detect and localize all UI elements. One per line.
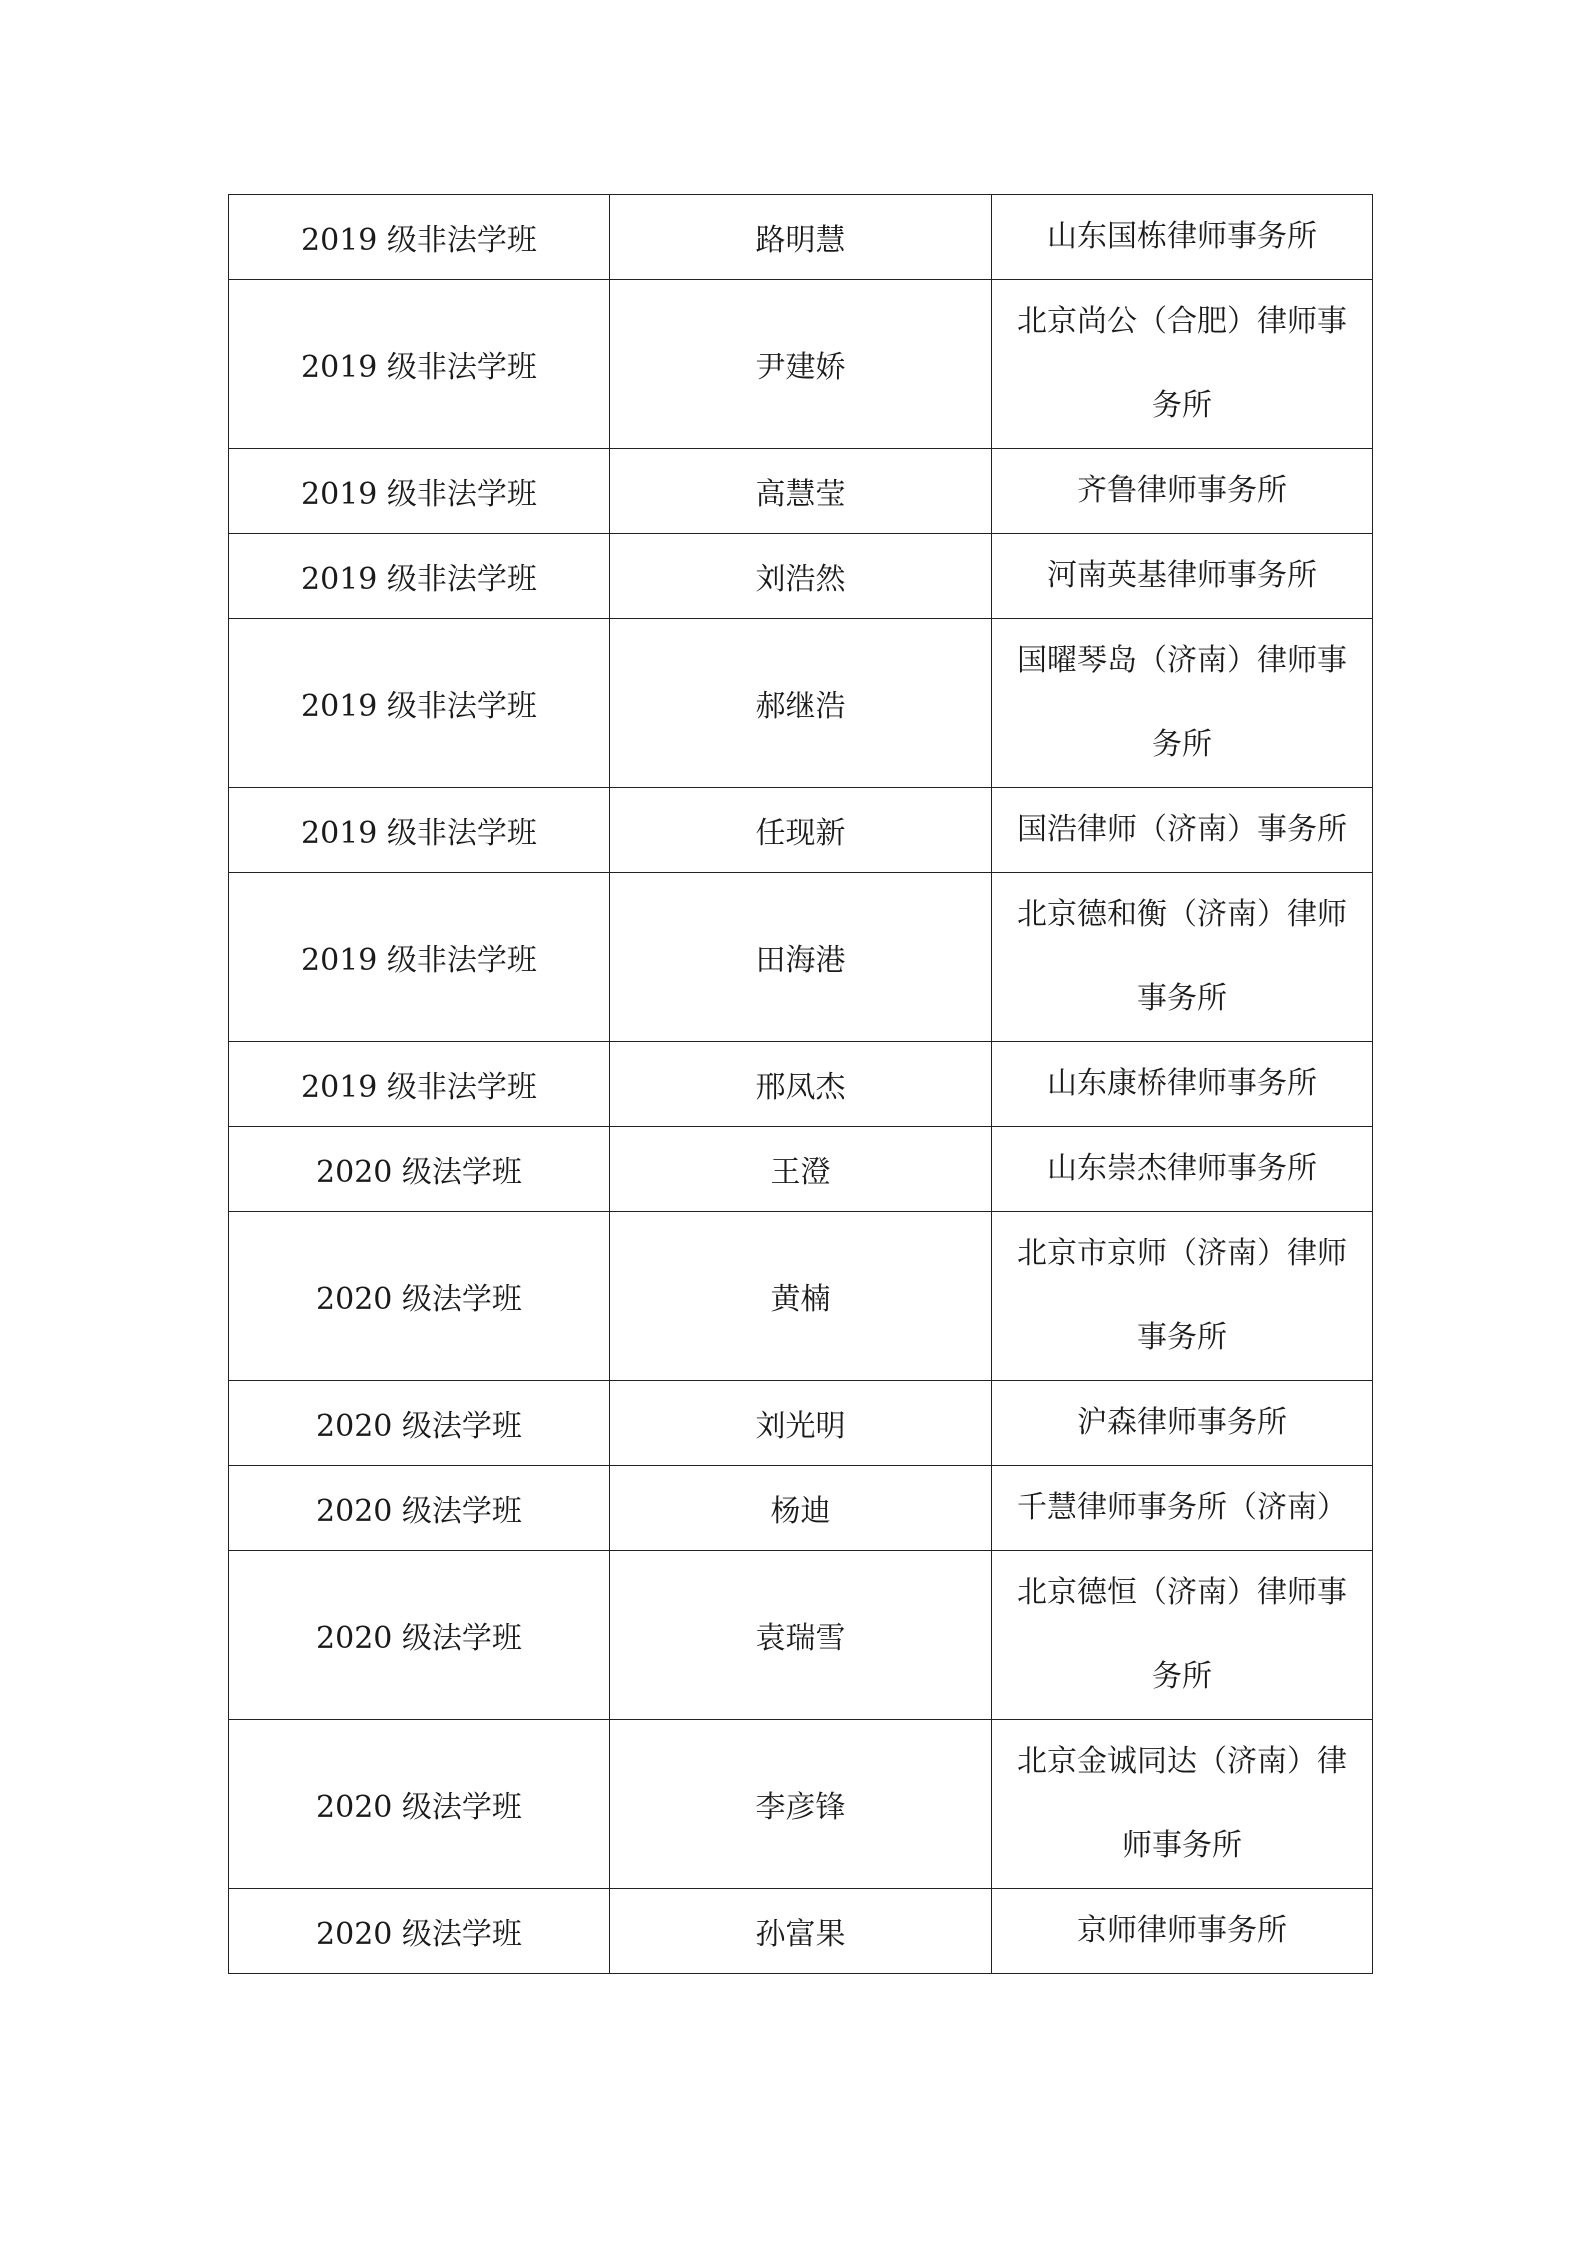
roster-table xyxy=(228,194,1373,1974)
law-firm-cell: 山东康桥律师事务所 xyxy=(992,1042,1373,1127)
name-cell: 田海港 xyxy=(610,873,992,1042)
class-cell: 2020 级法学班 xyxy=(229,1889,610,1974)
law-firm-cell: 齐鲁律师事务所 xyxy=(992,449,1373,534)
name-cell: 杨迪 xyxy=(610,1466,992,1551)
table-row xyxy=(229,1042,1373,1127)
law-firm-cell: 北京市京师（济南）律师事务所 xyxy=(992,1212,1373,1381)
law-firm-cell: 北京尚公（合肥）律师事务所 xyxy=(992,280,1373,449)
table-row xyxy=(229,788,1373,873)
law-firm-cell: 沪森律师事务所 xyxy=(992,1381,1373,1466)
law-firm-cell: 山东国栋律师事务所 xyxy=(992,195,1373,280)
table-row xyxy=(229,1551,1373,1720)
name-cell: 郝继浩 xyxy=(610,619,992,788)
law-firm-cell: 国浩律师（济南）事务所 xyxy=(992,788,1373,873)
table-row xyxy=(229,534,1373,619)
class-cell: 2020 级法学班 xyxy=(229,1466,610,1551)
name-cell: 任现新 xyxy=(610,788,992,873)
class-cell: 2020 级法学班 xyxy=(229,1551,610,1720)
name-cell: 路明慧 xyxy=(610,195,992,280)
table-row xyxy=(229,1889,1373,1974)
class-cell: 2019 级非法学班 xyxy=(229,788,610,873)
class-cell: 2019 级非法学班 xyxy=(229,449,610,534)
table-row xyxy=(229,1212,1373,1381)
name-cell: 袁瑞雪 xyxy=(610,1551,992,1720)
name-cell: 刘浩然 xyxy=(610,534,992,619)
law-firm-cell: 国曜琴岛（济南）律师事务所 xyxy=(992,619,1373,788)
table-row xyxy=(229,1720,1373,1889)
law-firm-cell: 千慧律师事务所（济南） xyxy=(992,1466,1373,1551)
law-firm-cell: 山东崇杰律师事务所 xyxy=(992,1127,1373,1212)
class-cell: 2019 级非法学班 xyxy=(229,195,610,280)
law-firm-cell: 北京金诚同达（济南）律师事务所 xyxy=(992,1720,1373,1889)
name-cell: 高慧莹 xyxy=(610,449,992,534)
law-firm-cell: 北京德和衡（济南）律师事务所 xyxy=(992,873,1373,1042)
law-firm-cell: 河南英基律师事务所 xyxy=(992,534,1373,619)
table-row xyxy=(229,449,1373,534)
table-row xyxy=(229,1466,1373,1551)
name-cell: 黄楠 xyxy=(610,1212,992,1381)
class-cell: 2019 级非法学班 xyxy=(229,873,610,1042)
name-cell: 邢凤杰 xyxy=(610,1042,992,1127)
law-firm-cell: 京师律师事务所 xyxy=(992,1889,1373,1974)
table-row xyxy=(229,1381,1373,1466)
class-cell: 2020 级法学班 xyxy=(229,1720,610,1889)
class-cell: 2020 级法学班 xyxy=(229,1381,610,1466)
name-cell: 刘光明 xyxy=(610,1381,992,1466)
table-row xyxy=(229,619,1373,788)
name-cell: 孙富果 xyxy=(610,1889,992,1974)
roster-table-body xyxy=(229,195,1373,1974)
table-row xyxy=(229,873,1373,1042)
table-row xyxy=(229,195,1373,280)
name-cell: 王澄 xyxy=(610,1127,992,1212)
class-cell: 2020 级法学班 xyxy=(229,1212,610,1381)
table-row xyxy=(229,280,1373,449)
name-cell: 李彦锋 xyxy=(610,1720,992,1889)
table-row xyxy=(229,1127,1373,1212)
class-cell: 2019 级非法学班 xyxy=(229,1042,610,1127)
class-cell: 2019 级非法学班 xyxy=(229,619,610,788)
class-cell: 2019 级非法学班 xyxy=(229,534,610,619)
law-firm-cell: 北京德恒（济南）律师事务所 xyxy=(992,1551,1373,1720)
name-cell: 尹建娇 xyxy=(610,280,992,449)
class-cell: 2020 级法学班 xyxy=(229,1127,610,1212)
class-cell: 2019 级非法学班 xyxy=(229,280,610,449)
